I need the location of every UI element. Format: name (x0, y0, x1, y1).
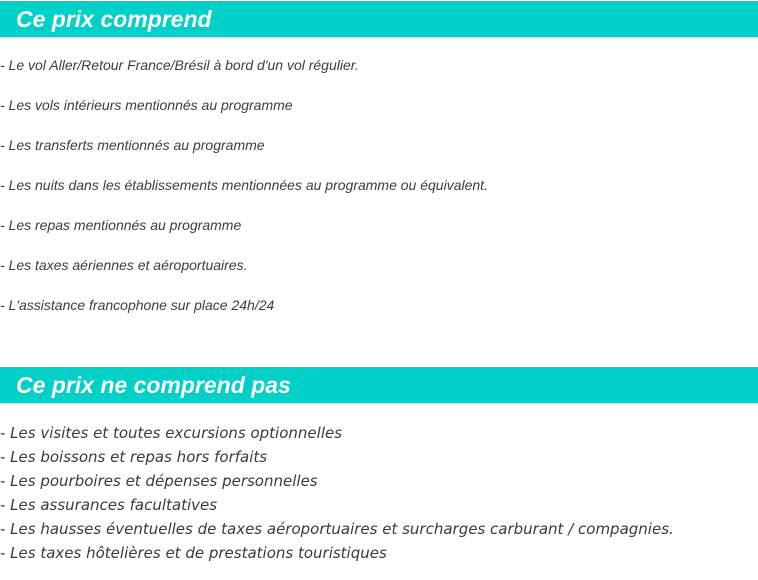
list-item: - Les vols intérieurs mentionnés au programme (0, 97, 293, 113)
section-title-includes: Ce prix comprend (0, 1, 758, 37)
list-item: - Les visites et toutes excursions optionnelles (0, 424, 343, 442)
list-item: - Les transferts mentionnés au programme (0, 137, 265, 153)
list-item: - Les taxes hôtelières et de prestations touristiques (0, 544, 387, 562)
section-title-excludes: Ce prix ne comprend pas (0, 367, 758, 403)
list-item: - Les assurances facultatives (0, 496, 218, 514)
list-item: - Les nuits dans les établissements mentionnées au programme ou équivalent. (0, 177, 488, 193)
list-item: - Les repas mentionnés au programme (0, 217, 242, 233)
list-item: - Les pourboires et dépenses personnelles (0, 472, 318, 490)
excludes-list (0, 423, 758, 567)
list-item: - Les hausses éventuelles de taxes aéroportuaires et surcharges carburant / compagnies. (0, 520, 674, 538)
list-item: - Les taxes aériennes et aéroportuaires. (0, 257, 248, 273)
list-item: - L'assistance francophone sur place 24h/24 (0, 297, 275, 313)
list-item: - Les boissons et repas hors forfaits (0, 448, 268, 466)
list-item: - Le vol Aller/Retour France/Brésil à bord d'un vol régulier. (0, 57, 359, 73)
includes-list (0, 55, 758, 335)
